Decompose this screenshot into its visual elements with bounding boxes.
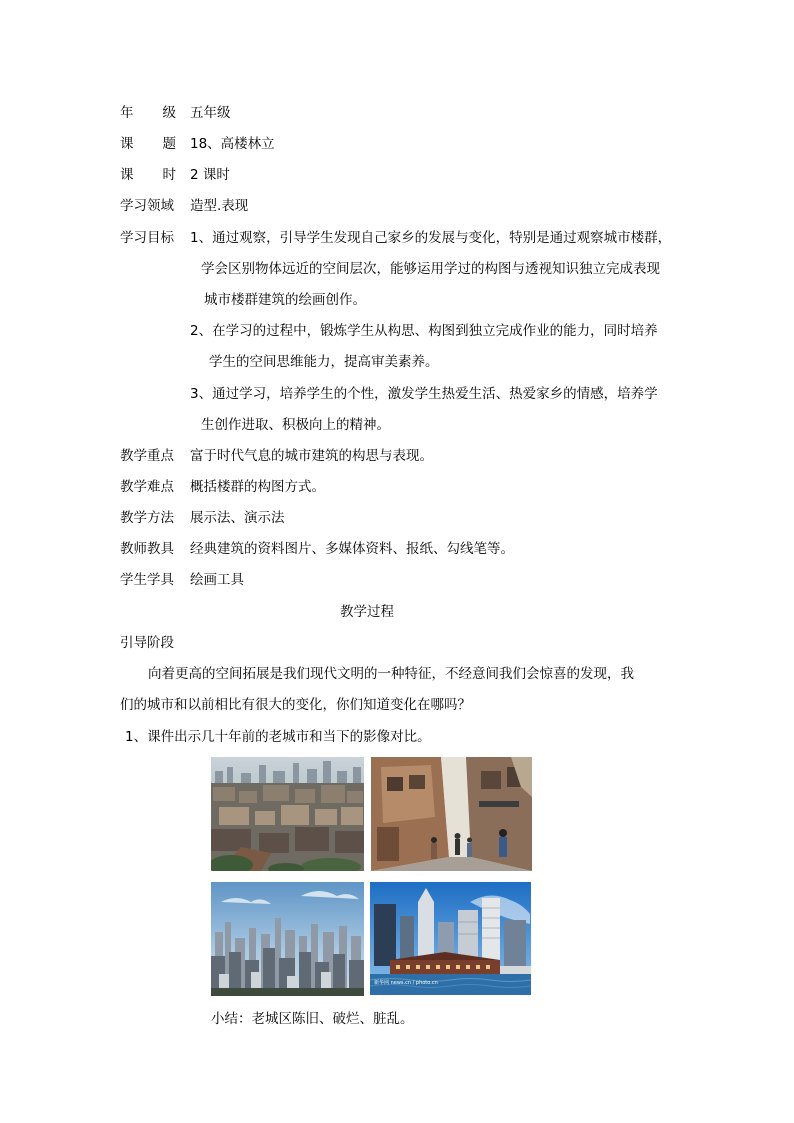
label-teacher-tools: 教师教具 — [120, 541, 174, 557]
process-title: 教学过程 — [340, 604, 394, 620]
intro-line-2: 们的城市和以前相比有很大的变化，你们知道变化在哪吗？ — [120, 697, 471, 713]
value-key-point: 富于时代气息的城市建筑的构思与表现。 — [190, 448, 433, 464]
goal-2-line-1: 2、在学习的过程中，锻炼学生从构思、构图到独立完成作业的能力，同时培养 — [190, 323, 658, 339]
label-goals: 学习目标 — [120, 230, 174, 246]
goal-1-line-3: 城市楼群建筑的绘画创作。 — [204, 292, 366, 308]
label-topic-char2: 题 — [162, 136, 176, 152]
label-grade — [120, 104, 176, 122]
label-key-point: 教学重点 — [120, 448, 174, 464]
label-topic — [120, 135, 176, 153]
value-student-tools: 绘画工具 — [190, 572, 244, 588]
goal-3-line-1: 3、通过学习，培养学生的个性，激发学生热爱生活、热爱家乡的情感，培养学 — [190, 386, 658, 402]
label-topic-char1: 课 — [120, 136, 134, 152]
photo-waterfront-skyline — [370, 882, 531, 995]
label-grade-char1: 年 — [120, 105, 134, 121]
label-field: 学习领域 — [120, 198, 174, 214]
label-periods — [120, 166, 176, 184]
step-1: 1、课件出示几十年前的老城市和当下的影像对比。 — [125, 729, 431, 745]
value-topic: 18、高楼林立 — [190, 136, 275, 152]
photo-old-city-aerial — [211, 757, 364, 871]
value-grade: 五年级 — [190, 105, 231, 121]
label-difficulty: 教学难点 — [120, 479, 174, 495]
label-periods-char2: 时 — [162, 167, 176, 183]
goal-2-line-2: 学生的空间思维能力，提高审美素养。 — [209, 354, 439, 370]
label-student-tools: 学生学具 — [120, 572, 174, 588]
photo-watermark: 新华网 news.cn / photo.cn — [374, 980, 438, 986]
label-periods-char1: 课 — [120, 167, 134, 183]
intro-line-1: 向着更高的空间拓展是我们现代文明的一种特征，不经意间我们会惊喜的发现，我 — [148, 666, 634, 682]
goal-1-line-2: 学会区别物体远近的空间层次，能够运用学过的构图与透视知识独立完成表现 — [201, 261, 660, 277]
value-field: 造型.表现 — [190, 198, 249, 214]
value-teacher-tools: 经典建筑的资料图片、多媒体资料、报纸、勾线笔等。 — [190, 541, 514, 557]
photo-modern-skyline — [211, 882, 364, 996]
goal-3-line-2: 生创作进取、积极向上的精神。 — [201, 417, 390, 433]
summary: 小结：老城区陈旧、破烂、脏乱。 — [211, 1011, 414, 1027]
stage-title: 引导阶段 — [120, 635, 174, 651]
photo-old-alley — [371, 757, 532, 871]
value-difficulty: 概括楼群的构图方式。 — [190, 479, 325, 495]
value-periods: 2 课时 — [190, 167, 230, 183]
value-method: 展示法、演示法 — [190, 510, 285, 526]
label-grade-char2: 级 — [162, 105, 176, 121]
goal-1-line-1: 1、通过观察，引导学生发现自己家乡的发展与变化，特别是通过观察城市楼群， — [190, 230, 672, 246]
label-method: 教学方法 — [120, 510, 174, 526]
